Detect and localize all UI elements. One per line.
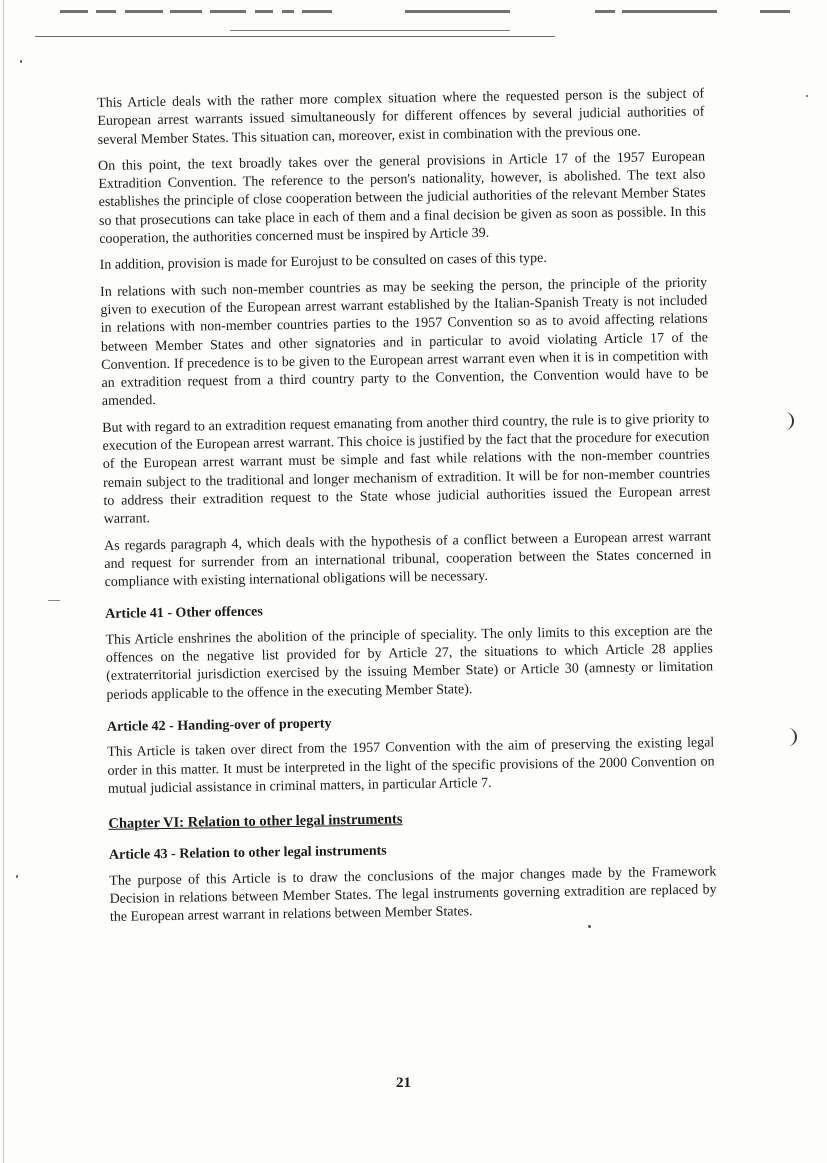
header-rule	[230, 30, 510, 31]
scan-dash-left	[48, 600, 60, 601]
paragraph: But with regard to an extradition request emanating from another third country, the rule is to give priority to execution of the European arrest warrant. This choice is justified by the fact that the procedure for execution of the European arrest warrant must be simple and fast while relations with the non-member countries remain subject to the traditional and longer mechanism of extradition. It will be for non-member countries to address their extradition request to the State whose judicial authorities issued the European arrest warrant.	[102, 411, 711, 528]
scan-left-edge	[3, 0, 4, 1163]
fax-transmission-header	[60, 6, 800, 20]
article-42-heading: Article 42 - Handing-over of property	[106, 716, 332, 735]
paragraph: In relations with such non-member countries as may be seeking the person, the principle of the priority given to execution of the European arrest warrant established by the Italian-Spanish Treaty is not included in relations with non-member countries parties to the 1957 Convention so as to avoid affecting relations between Member States and other signatories and in particular to avoid violating Article 17 of the Convention. If precedence is to be given to the European arrest warrant even when it is in competition with an extradition request from a third country party to the Convention, the Convention would have to be amended.	[99, 275, 709, 410]
scan-speck	[588, 925, 591, 928]
scan-mark-right	[782, 412, 794, 430]
article-43-text: The purpose of this Article is to draw the conclusions of the major changes made by the Framework Decision in relations between Member States. The legal instruments governing extradition are replaced by the European arrest warrant in relations between Member States.	[109, 864, 717, 926]
paragraph: As regards paragraph 4, which deals with the hypothesis of a conflict between a European arrest warrant and request for surrender from an international tribunal, cooperation between the States concerned in compliance with existing international obligations will be necessary.	[103, 528, 712, 591]
paragraph: On this point, the text broadly takes over the general provisions in Article 17 of the 1957 European Extradition Convention. The reference to the person's nationality, however, is abolished. The text also establishes the principle of close cooperation between the judicial authorities of the relevant Member States so that prosecutions can take place in each of them and a final decision be given as soon as possible. In this cooperation, the authorities concerned must be inspired by Article 39.	[98, 149, 707, 248]
article-41-text: This Article enshrines the abolition of the principle of speciality. The only limits to this exception are the offences on the negative list provided for by Article 27, the situations to which Article 28 applies (extraterritorial jurisdiction exercised by the issuing Member State) or Article 30 (amnesty or limitation periods applicable to the offence in the executing Member State).	[105, 623, 714, 703]
scan-speck	[20, 60, 22, 63]
article-43-heading: Article 43 - Relation to other legal instruments	[108, 843, 387, 864]
paragraph: This Article deals with the rather more complex situation where the requested person is the subject of European arrest warrants issued simultaneously for different offences by several judicial authorities of several Member States. This situation can, moreover, exist in combination with the previous one.	[97, 86, 705, 148]
header-rule-lower	[35, 36, 555, 37]
chapter-6-heading: Chapter VI: Relation to other legal instruments	[108, 811, 403, 833]
scan-speck	[16, 875, 18, 878]
article-42-text: This Article is taken over direct from the 1957 Convention with the aim of preserving the existing legal order in this matter. It must be interpreted in the light of the specific provisions of the 2000 Convention on mutual judicial assistance in criminal matters, in particular Article 7.	[107, 735, 715, 797]
scan-mark-right	[785, 728, 797, 746]
page-number: 21	[396, 1075, 411, 1091]
document-body	[97, 85, 717, 935]
article-41-heading: Article 41 - Other offences	[105, 604, 263, 623]
scan-speck	[806, 95, 808, 97]
paragraph: In addition, provision is made for Eurojust to be consulted on cases of this type.	[99, 251, 547, 274]
